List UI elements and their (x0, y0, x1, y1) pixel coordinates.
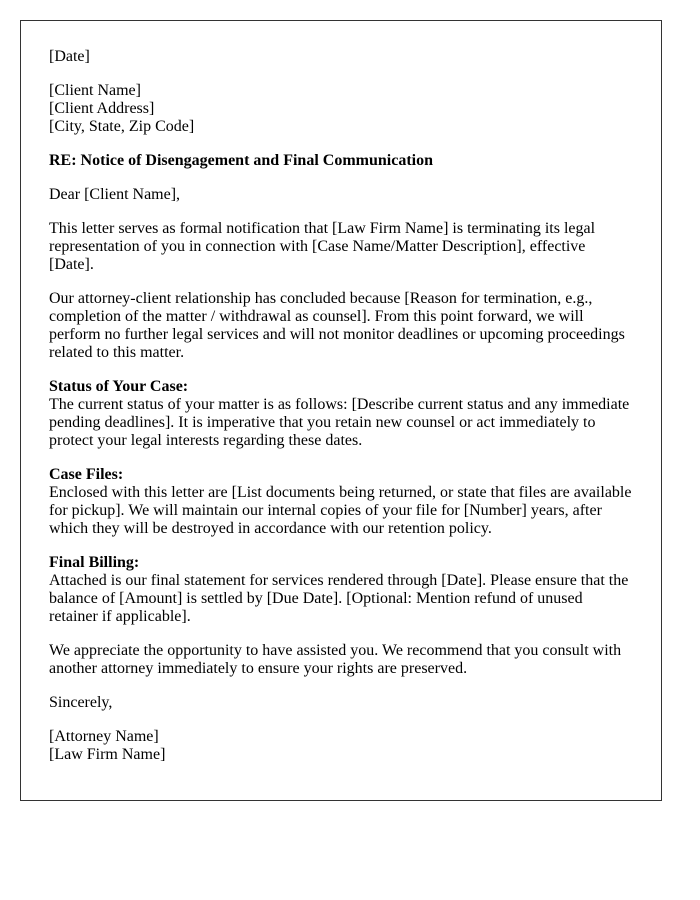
section-text: Attached is our final statement for services rendered through [Date]. Please ensure that the balance of [Amount] is settled by [Due Date]. [Optional: Mention refund of unused retainer if applicable]. (49, 572, 629, 625)
letter-date: [Date] (49, 48, 90, 65)
section-heading: Final Billing: (49, 554, 140, 571)
section-heading: Case Files: (49, 466, 124, 483)
recipient-block (49, 82, 633, 136)
section-text: The current status of your matter is as follows: [Describe current status and any immediate pending deadlines]. It is imperative that you retain new counsel or act immediately to protect your legal interests regarding these dates. (49, 396, 630, 449)
subject-line: RE: Notice of Disengagement and Final Communication (49, 152, 433, 169)
firm-name: [Law Firm Name] (49, 746, 166, 763)
attorney-name: [Attorney Name] (49, 728, 159, 745)
section-text: Enclosed with this letter are [List documents being returned, or state that files are available for pickup]. We will maintain our internal copies of your file for [Number] years, after which they will be destroyed in accordance with our retention policy. (49, 484, 632, 537)
recipient-name: [Client Name] (49, 82, 141, 99)
section-final-billing (49, 554, 633, 626)
letter (20, 20, 662, 801)
signature-block (49, 728, 633, 764)
recipient-address: [Client Address] (49, 100, 155, 117)
intro-paragraph: This letter serves as formal notification that [Law Firm Name] is terminating its legal representation of you in connection with [Case Name/Matter Description], effective [Date]. (49, 220, 596, 273)
section-case-status (49, 378, 633, 450)
recipient-city-state-zip: [City, State, Zip Code] (49, 118, 195, 135)
closing-paragraph: We appreciate the opportunity to have assisted you. We recommend that you consult with another attorney immediately to ensure your rights are preserved. (49, 642, 622, 677)
closing: Sincerely, (49, 694, 113, 711)
section-heading: Status of Your Case: (49, 378, 189, 395)
section-case-files (49, 466, 633, 538)
reason-paragraph: Our attorney-client relationship has concluded because [Reason for termination, e.g., completion of the matter / withdrawal as counsel]. From this point forward, we will perform no further legal services and will not monitor deadlines or upcoming proceedings related to this matter. (49, 290, 625, 361)
salutation: Dear [Client Name], (49, 186, 181, 203)
